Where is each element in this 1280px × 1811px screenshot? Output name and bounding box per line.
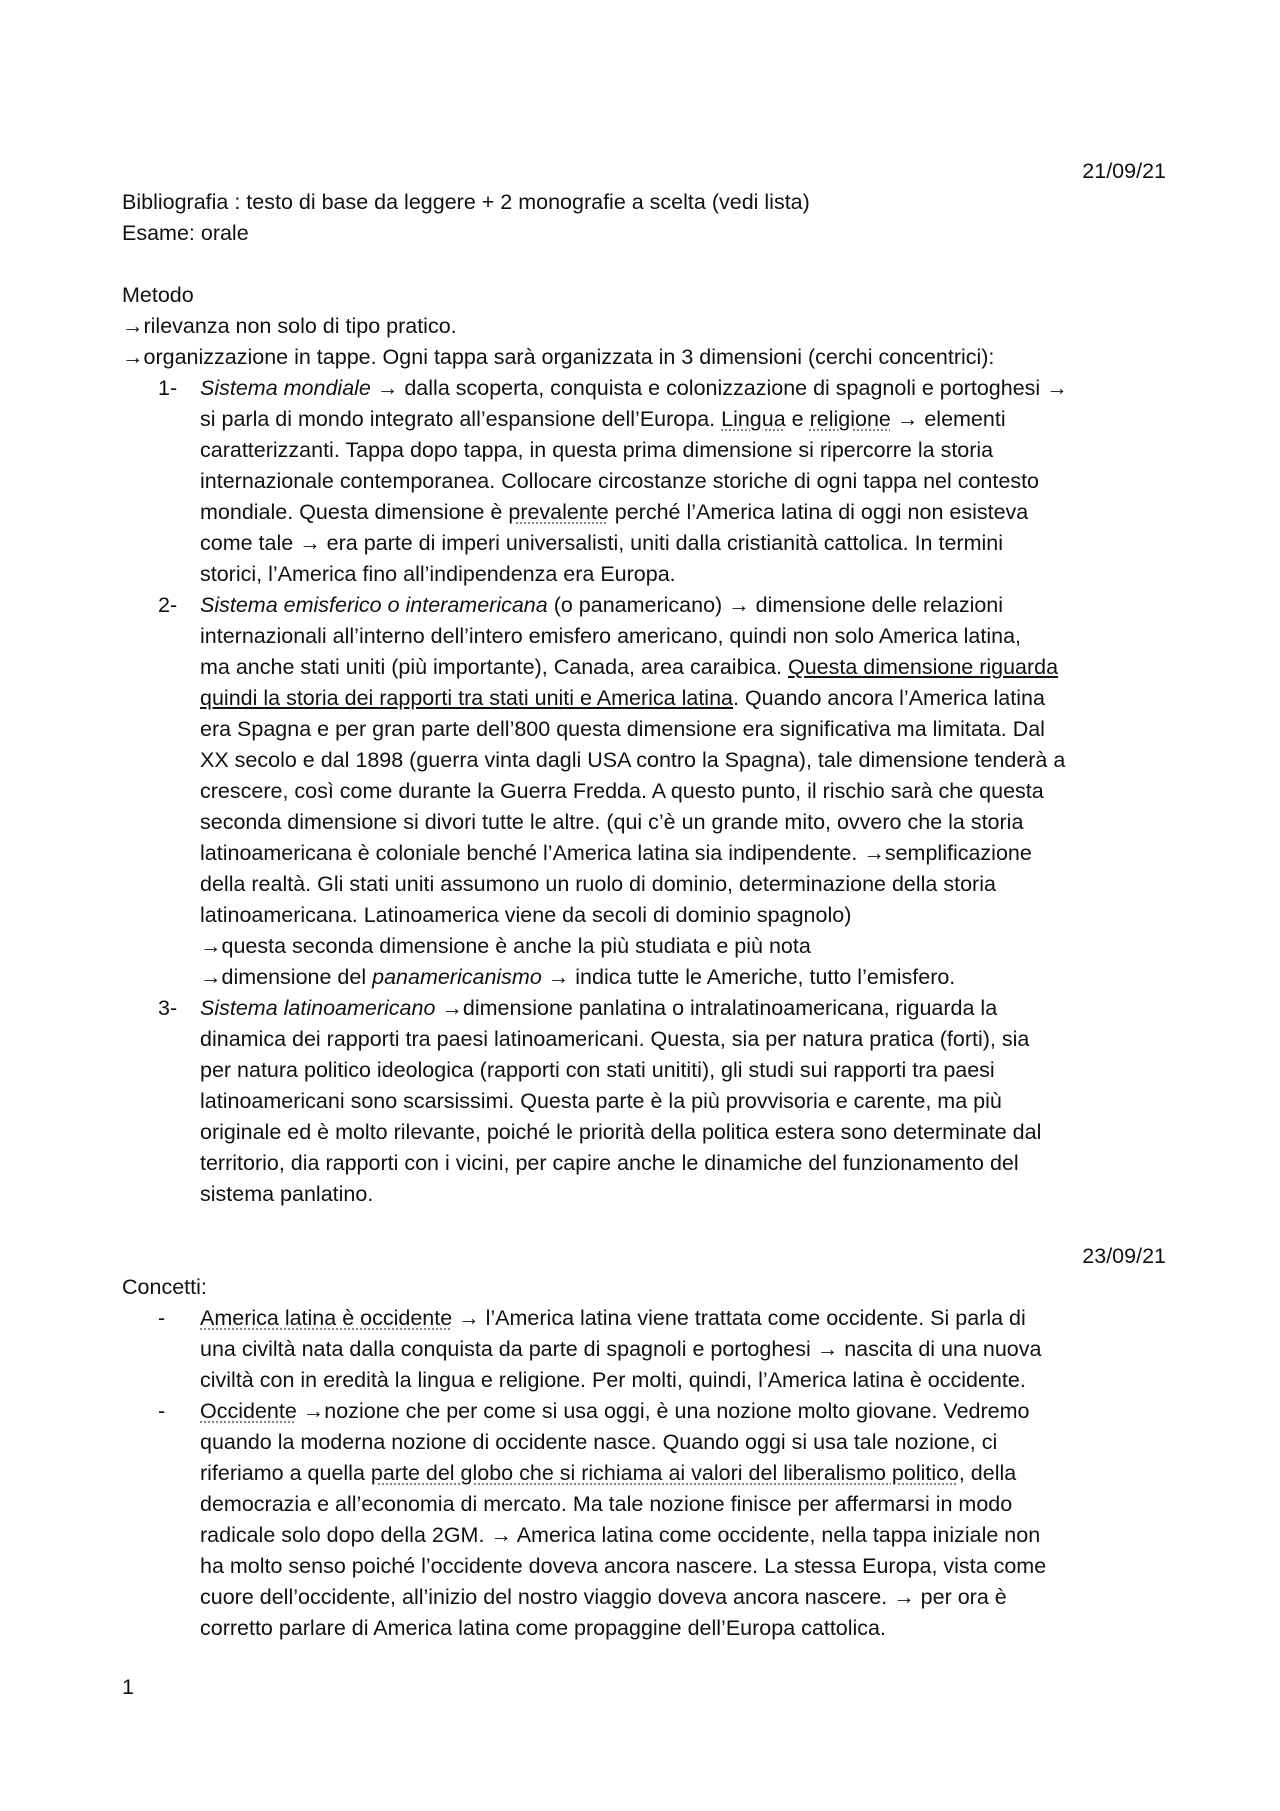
paragraph-line: quindi la storia dei rapporti tra stati uniti e America latina. Quando ancora l’America latina [200, 686, 1045, 710]
paragraph-line: della realtà. Gli stati uniti assumono un ruolo di dominio, determinazione della storia [200, 872, 996, 896]
list-number: 2- [158, 593, 178, 617]
exam-line: Esame: orale [122, 221, 249, 245]
concept-term: Occidente [200, 1399, 297, 1423]
paragraph-line: caratterizzanti. Tappa dopo tappa, in questa prima dimensione si ripercorre la storia [200, 438, 994, 462]
arrow-icon: → [1046, 376, 1068, 400]
paragraph-line: ma anche stati uniti (più importante), Canada, area caraibica. Questa dimensione riguarda [200, 655, 1059, 679]
paragraph-line: latinoamericani sono scarsissimi. Questa parte è la più provvisoria e carente, ma più [200, 1089, 1002, 1113]
paragraph-line: latinoamericana è coloniale benché l’America latina sia indipendente. →semplificazione [200, 841, 1032, 865]
paragraph-line: radicale solo dopo della 2GM. → America latina come occidente, nella tappa iniziale non [200, 1523, 1041, 1547]
concepts-title: Concetti: [122, 1275, 207, 1299]
paragraph-line: Sistema latinoamericano →dimensione panlatina o intralatinoamericana, riguarda la [200, 996, 998, 1020]
section-title: Sistema latinoamericano [200, 996, 436, 1020]
paragraph-line: Occidente →nozione che per come si usa oggi, è una nozione molto giovane. Vedremo [200, 1399, 1030, 1423]
arrow-icon: → [458, 1306, 480, 1330]
arrow-icon: → [122, 314, 144, 338]
section-title: Sistema emisferico o interamericana [200, 593, 548, 617]
section-title: Sistema mondiale [200, 376, 371, 400]
arrow-icon: → [302, 1399, 325, 1423]
arrow-icon: → [893, 1585, 915, 1609]
list-dash: - [158, 1399, 166, 1423]
paragraph-line: civiltà con in eredità la lingua e religione. Per molti, quindi, l’America latina è occidente. [200, 1368, 1026, 1392]
paragraph-line: sistema panlatino. [200, 1182, 374, 1206]
paragraph-line: mondiale. Questa dimensione è prevalente perché l’America latina di oggi non esisteva [200, 500, 1029, 524]
arrow-icon: → [547, 965, 570, 989]
paragraph-line: come tale → era parte di imperi universalisti, uniti dalla cristianità cattolica. In termini [200, 531, 1003, 555]
paragraph-line: internazionali all’interno dell’intero emisfero americano, quindi non solo America latina, [200, 624, 1022, 648]
paragraph-line: originale ed è molto rilevante, poiché le priorità della politica estera sono determinate dal [200, 1120, 1042, 1144]
paragraph-line: si parla di mondo integrato all’espansione dell’Europa. Lingua e religione → elementi [200, 407, 1006, 431]
paragraph-line: riferiamo a quella parte del globo che si richiama ai valori del liberalismo politico, della [200, 1461, 1017, 1485]
paragraph-line: XX secolo e dal 1898 (guerra vinta dagli USA contro la Spagna), tale dimensione tenderà a [200, 748, 1066, 772]
arrow-icon: → [200, 934, 222, 958]
method-point: →rilevanza non solo di tipo pratico. [122, 314, 457, 338]
list-number: 1- [158, 376, 178, 400]
bibliography-line: Bibliografia : testo di base da leggere + 2 monografie a scelta (vedi lista) [122, 190, 810, 214]
arrow-icon: → [816, 1337, 839, 1361]
list-number: 3- [158, 996, 178, 1020]
paragraph-line: democrazia e all’economia di mercato. Ma tale nozione finisce per affermarsi in modo [200, 1492, 1013, 1516]
arrow-icon: → [122, 345, 144, 369]
date-heading: 23/09/21 [1082, 1244, 1166, 1268]
paragraph-line: latinoamericana. Latinoamerica viene da secoli di dominio spagnolo) [200, 903, 852, 927]
paragraph-line: ha molto senso poiché l’occidente doveva ancora nascere. La stessa Europa, vista come [200, 1554, 1047, 1578]
paragraph-line: Sistema mondiale → dalla scoperta, conquista e colonizzazione di spagnoli e portoghesi → [200, 376, 1068, 400]
paragraph-line: territorio, dia rapporti con i vicini, per capire anche le dinamiche del funzionamento del [200, 1151, 1019, 1175]
paragraph-line: →questa seconda dimensione è anche la più studiata e più nota [200, 934, 811, 958]
arrow-icon: → [200, 965, 222, 989]
paragraph-line: dinamica dei rapporti tra paesi latinoamericani. Questa, sia per natura pratica (forti), sia [200, 1027, 1030, 1051]
paragraph-line: internazionale contemporanea. Collocare circostanze storiche di ogni tappa nel contesto [200, 469, 1040, 493]
paragraph-line: America latina è occidente → l’America latina viene trattata come occidente. Si parla di [200, 1306, 1026, 1330]
arrow-icon: → [299, 531, 321, 555]
arrow-icon: → [441, 996, 463, 1020]
concept-term: America latina è occidente [200, 1306, 453, 1330]
paragraph-line: Sistema emisferico o interamericana (o panamericano) → dimensione delle relazioni [200, 593, 1004, 617]
list-dash: - [158, 1306, 166, 1330]
paragraph-line: cuore dell’occidente, all’inizio del nostro viaggio doveva ancora nascere. → per ora è [200, 1585, 1007, 1609]
paragraph-line: crescere, così come durante la Guerra Fredda. A questo punto, il rischio sarà che questa [200, 779, 1044, 803]
paragraph-line: quando la moderna nozione di occidente nasce. Quando oggi si usa tale nozione, ci [200, 1430, 998, 1454]
arrow-icon: → [490, 1523, 512, 1547]
paragraph-line: per natura politico ideologica (rapporti con stati unititi), gli studi sui rapporti tra paesi [200, 1058, 995, 1082]
paragraph-line: →dimensione del panamericanismo → indica tutte le Americhe, tutto l’emisfero. [200, 965, 956, 989]
arrow-icon: → [376, 376, 399, 400]
paragraph-line: era Spagna e per gran parte dell’800 questa dimensione era significativa ma limitata. Dal [200, 717, 1045, 741]
paragraph-line: storici, l’America fino all’indipendenza era Europa. [200, 562, 676, 586]
page-number: 1 [122, 1675, 134, 1699]
date-heading: 21/09/21 [1082, 159, 1166, 183]
paragraph-line: corretto parlare di America latina come propaggine dell’Europa cattolica. [200, 1616, 886, 1640]
arrow-icon: → [896, 407, 919, 431]
paragraph-line: una civiltà nata dalla conquista da parte di spagnoli e portoghesi → nascita di una nuova [200, 1337, 1042, 1361]
arrow-icon: → [728, 593, 750, 617]
method-title: Metodo [122, 283, 194, 307]
arrow-icon: → [863, 841, 885, 865]
method-point: →organizzazione in tappe. Ogni tappa sarà organizzata in 3 dimensioni (cerchi concentrici): [122, 345, 995, 369]
paragraph-line: seconda dimensione si divori tutte le altre. (qui c’è un grande mito, ovvero che la storia [200, 810, 1024, 834]
